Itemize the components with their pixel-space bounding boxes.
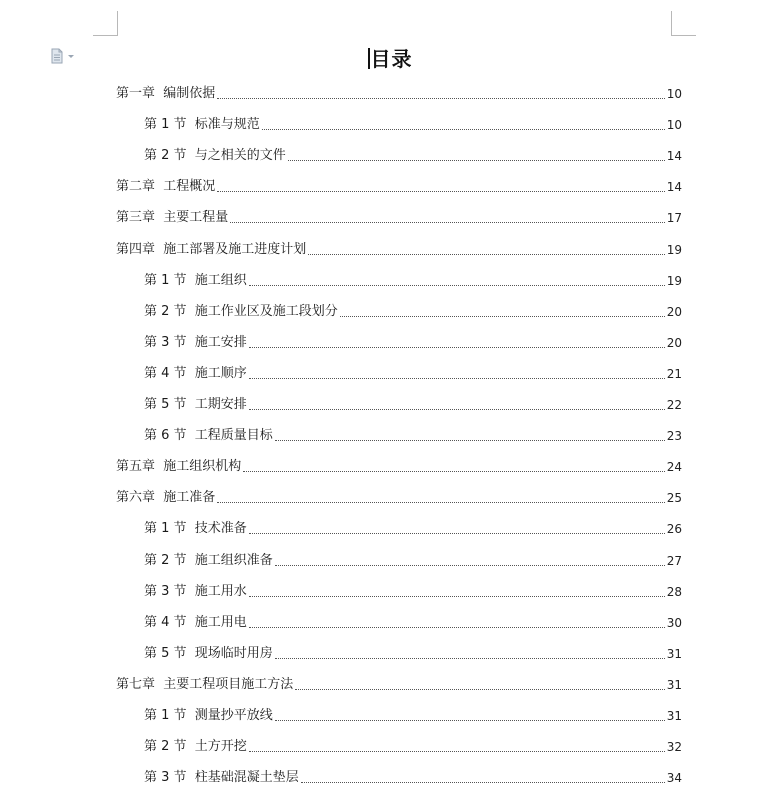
toc-entry-label: 第五章 施工组织机构 [116, 459, 242, 475]
toc-entry-label: 第 5 节 工期安排 [144, 397, 247, 412]
toc-dot-leader [249, 378, 665, 379]
toc-chapter-entry[interactable] [116, 676, 682, 694]
toc-section-entry[interactable] [144, 396, 682, 414]
toc-entry-label: 第二章 工程概况 [116, 179, 216, 195]
toc-page-number: 32 [666, 740, 682, 755]
toc-dot-leader [301, 782, 665, 783]
toc-section-entry[interactable] [144, 272, 682, 290]
toc-page-number: 25 [666, 491, 682, 506]
toc-page-number: 24 [666, 460, 682, 475]
toc-page-number: 31 [666, 709, 682, 723]
toc-entry-label: 第 2 节 施工作业区及施工段划分 [144, 303, 338, 319]
toc-chapter-entry[interactable] [116, 85, 682, 103]
toc-page-number: 34 [666, 771, 682, 786]
text-cursor [368, 48, 370, 69]
toc-title-text: 目录 [370, 47, 413, 71]
toc-entry-label: 第 3 节 柱基础混凝土垫层 [144, 770, 299, 786]
toc-entry-label: 第 5 节 现场临时用房 [144, 645, 273, 661]
toc-page-number: 19 [666, 273, 682, 288]
toc-entry-label: 第 4 节 施工顺序 [144, 365, 247, 381]
toc-entry-label: 第 6 节 工程质量目标 [144, 428, 273, 444]
toc-dot-leader [249, 751, 665, 752]
toc-page-number: 21 [666, 366, 682, 381]
toc-section-entry[interactable] [144, 520, 682, 538]
toc-entry-label: 第 3 节 施工用水 [144, 583, 247, 599]
page-corner-mark-right [671, 11, 696, 36]
toc-page-number: 30 [666, 615, 682, 630]
toc-dot-leader [275, 720, 665, 721]
toc-entry-label: 第六章 施工准备 [116, 490, 216, 506]
toc-section-entry[interactable] [144, 769, 682, 787]
toc-page-number: 14 [666, 149, 682, 164]
toc-dot-leader [275, 440, 665, 441]
toc-page-number: 14 [666, 180, 682, 195]
toc-entry-label: 第 4 节 施工用电 [144, 614, 247, 630]
toc-page-number: 19 [666, 242, 682, 257]
toc-dot-leader [275, 658, 665, 659]
toc-dot-leader [243, 471, 664, 472]
toc-dot-leader [295, 689, 664, 690]
toc-entry-label: 第一章 编制依据 [116, 86, 216, 101]
toc-title[interactable] [0, 43, 780, 72]
toc-section-entry[interactable] [144, 365, 682, 383]
toc-page-number: 10 [666, 118, 682, 133]
toc-page-number: 20 [666, 304, 682, 319]
toc-section-entry[interactable] [144, 707, 682, 725]
toc-page-number: 27 [666, 553, 682, 568]
toc-section-entry[interactable] [144, 427, 682, 445]
toc-entry-label: 第 2 节 与之相关的文件 [144, 148, 286, 164]
toc-page-number: 10 [666, 87, 682, 101]
toc-entry-label: 第 2 节 施工组织准备 [144, 552, 273, 568]
toc-section-entry[interactable] [144, 147, 682, 165]
toc-page-number: 22 [666, 398, 682, 412]
toc-section-entry[interactable] [144, 303, 682, 321]
toc-section-entry[interactable] [144, 552, 682, 570]
toc-dot-leader [217, 502, 664, 503]
toc-chapter-entry[interactable] [116, 178, 682, 196]
toc-entry-label: 第 1 节 施工组织 [144, 272, 247, 288]
toc-dot-leader [249, 347, 665, 348]
toc-chapter-entry[interactable] [116, 489, 682, 507]
toc-section-entry[interactable] [144, 738, 682, 756]
toc-dot-leader [217, 98, 664, 99]
toc-dot-leader [288, 160, 665, 161]
toc-dot-leader [275, 565, 665, 566]
toc-entry-label: 第 1 节 测量抄平放线 [144, 708, 273, 723]
toc-chapter-entry[interactable] [116, 241, 682, 259]
toc-page-number: 26 [666, 522, 682, 537]
toc-dot-leader [340, 316, 665, 317]
toc-entry-label: 第 2 节 土方开挖 [144, 739, 247, 755]
page-corner-mark-left [93, 11, 118, 36]
toc-entry-label: 第七章 主要工程项目施工方法 [116, 676, 294, 692]
toc-section-entry[interactable] [144, 645, 682, 663]
toc-dot-leader [249, 533, 665, 534]
toc-page-number: 23 [666, 429, 682, 444]
toc-page-number: 31 [666, 646, 682, 661]
toc-chapter-entry[interactable] [116, 209, 682, 227]
toc-entry-label: 第 1 节 标准与规范 [144, 117, 260, 133]
toc-dot-leader [249, 596, 665, 597]
toc-dot-leader [308, 254, 664, 255]
toc-page-number: 31 [666, 677, 682, 692]
toc-section-entry[interactable] [144, 614, 682, 632]
toc-page-number: 28 [666, 584, 682, 599]
toc-chapter-entry[interactable] [116, 458, 682, 476]
toc-section-entry[interactable] [144, 334, 682, 352]
toc-section-entry[interactable] [144, 116, 682, 134]
toc-dot-leader [249, 285, 665, 286]
toc-dot-leader [230, 222, 664, 223]
toc-section-entry[interactable] [144, 583, 682, 601]
toc-entry-label: 第四章 施工部署及施工进度计划 [116, 241, 307, 257]
toc-dot-leader [249, 627, 665, 628]
toc-entry-label: 第三章 主要工程量 [116, 210, 229, 226]
toc-page-number: 20 [666, 335, 682, 350]
toc-entry-label: 第 1 节 技术准备 [144, 521, 247, 537]
toc-page-number: 17 [666, 211, 682, 226]
toc-dot-leader [262, 129, 665, 130]
toc-dot-leader [249, 409, 665, 410]
toc-dot-leader [217, 191, 664, 192]
toc-entry-label: 第 3 节 施工安排 [144, 334, 247, 350]
